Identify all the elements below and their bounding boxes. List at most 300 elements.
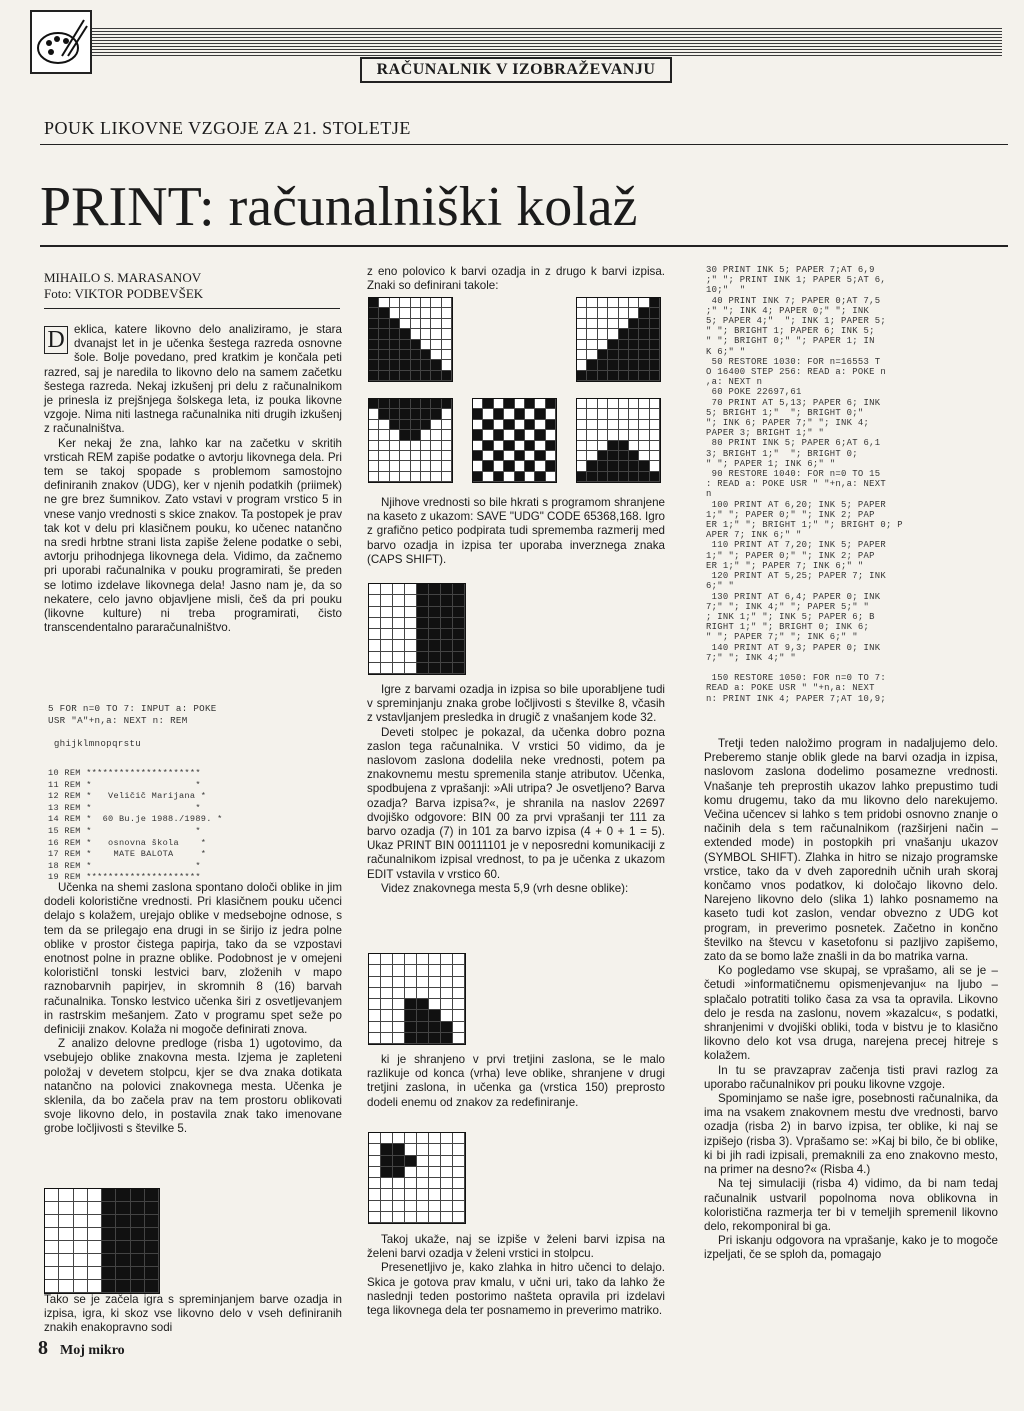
grid-cell xyxy=(577,329,587,339)
grid-cell xyxy=(431,340,441,350)
grid-cell xyxy=(381,1156,393,1167)
grid-cell xyxy=(405,1167,417,1178)
grid-cell xyxy=(381,584,393,595)
grid-cell xyxy=(431,420,441,430)
grid-cell xyxy=(650,371,660,381)
grid-cell xyxy=(535,451,545,461)
grid-cell xyxy=(421,340,431,350)
grid-cell xyxy=(483,409,493,419)
grid-cell xyxy=(88,1241,102,1254)
grid-cell xyxy=(431,441,441,451)
grid-cell xyxy=(411,420,421,430)
grid-cell xyxy=(102,1254,116,1267)
grid-cell xyxy=(411,441,421,451)
grid-cell xyxy=(393,1133,405,1144)
grid-cell xyxy=(577,340,587,350)
grid-cell xyxy=(587,350,597,360)
grid-cell xyxy=(390,371,400,381)
grid-cell xyxy=(379,308,389,318)
grid-cell xyxy=(442,329,452,339)
grid-cell xyxy=(88,1215,102,1228)
grid-cell xyxy=(431,451,441,461)
grid-cell xyxy=(417,1144,429,1155)
grid-cell xyxy=(442,350,452,360)
paragraph: Presenetljivo je, kako zlahka in hitro učenci to delajo. Skica je gotova prav kmalu, v učni uri, tako da lahko že naslednji teden postorimo našteta opravila pri izdelavi tega likovnega dela ter posnamemo in preverimo matriko. xyxy=(367,1261,665,1318)
grid-cell xyxy=(608,308,618,318)
grid-cell xyxy=(369,988,381,999)
grid-cell xyxy=(619,430,629,440)
grid-cell xyxy=(405,663,417,674)
grid-cell xyxy=(619,340,629,350)
grid-cell xyxy=(393,1033,405,1044)
grid-cell xyxy=(393,595,405,606)
grid-cell xyxy=(453,999,465,1010)
grid-cell xyxy=(405,954,417,965)
grid-cell xyxy=(453,1212,465,1223)
grid-cell xyxy=(619,350,629,360)
grid-cell xyxy=(390,329,400,339)
grid-cell xyxy=(45,1254,59,1267)
grid-cell xyxy=(442,472,452,482)
grid-cell xyxy=(598,472,608,482)
grid-cell xyxy=(577,298,587,308)
grid-cell xyxy=(535,472,545,482)
grid-cell xyxy=(411,409,421,419)
grid-cell xyxy=(417,1212,429,1223)
grid-cell xyxy=(535,430,545,440)
grid-cell xyxy=(639,360,649,370)
grid-cell xyxy=(429,663,441,674)
grid-cell xyxy=(608,360,618,370)
grid-cell xyxy=(393,1144,405,1155)
grid-cell xyxy=(629,371,639,381)
grid-cell xyxy=(453,618,465,629)
column-2-b xyxy=(367,683,665,896)
grid-cell xyxy=(381,1189,393,1200)
grid-cell xyxy=(598,329,608,339)
grid-cell xyxy=(546,451,556,461)
grid-cell xyxy=(441,640,453,651)
grid-cell xyxy=(608,420,618,430)
grid-cell xyxy=(639,319,649,329)
grid-cell xyxy=(421,360,431,370)
grid-cell xyxy=(116,1267,130,1280)
grid-cell xyxy=(629,298,639,308)
grid-cell xyxy=(417,1201,429,1212)
grid-cell xyxy=(379,409,389,419)
grid-cell xyxy=(102,1202,116,1215)
grid-cell xyxy=(74,1254,88,1267)
grid-cell xyxy=(369,1022,381,1033)
grid-cell xyxy=(441,629,453,640)
figure-char-grid xyxy=(472,398,557,483)
grid-cell xyxy=(639,340,649,350)
grid-cell xyxy=(405,652,417,663)
grid-cell xyxy=(577,308,587,318)
grid-cell xyxy=(587,329,597,339)
grid-cell xyxy=(441,607,453,618)
grid-cell xyxy=(587,451,597,461)
grid-cell xyxy=(369,441,379,451)
grid-cell xyxy=(473,399,483,409)
paragraph: Njihove vrednosti so bile hkrati s programom shranjene na kaseto z ukazom: SAVE "UDG" CODE 65368,168. Igro z grafično petico podpirata tudi sprememba razmerij med barvo ozadja in izpisa ter uporaba inverznega znaka (CAPS SHIFT). xyxy=(367,496,666,566)
grid-cell xyxy=(411,472,421,482)
grid-cell xyxy=(390,430,400,440)
grid-cell xyxy=(546,441,556,451)
grid-cell xyxy=(429,607,441,618)
grid-cell xyxy=(379,340,389,350)
grid-cell xyxy=(405,977,417,988)
grid-cell xyxy=(639,451,649,461)
grid-cell xyxy=(629,329,639,339)
grid-cell xyxy=(379,399,389,409)
grid-cell xyxy=(369,430,379,440)
grid-cell xyxy=(369,350,379,360)
grid-cell xyxy=(393,629,405,640)
grid-cell xyxy=(587,308,597,318)
grid-cell xyxy=(74,1215,88,1228)
grid-cell xyxy=(650,441,660,451)
grid-cell xyxy=(525,420,535,430)
grid-cell xyxy=(421,308,431,318)
paragraph: Igre z barvami ozadja in izpisa so bile uporabljene tudi v spreminjanju znaka grobe ločljivosti s števiIke 8, včasih z vstavljanjem presledka in drugič z vnašanjem kode 32. xyxy=(367,683,665,725)
grid-cell xyxy=(390,298,400,308)
grid-cell xyxy=(88,1267,102,1280)
grid-cell xyxy=(405,607,417,618)
grid-cell xyxy=(453,1167,465,1178)
paragraph: Ker nekaj že zna, lahko kar na začetku v skritih vrsticah REM zapiše podatke o avtorju likovnega dela. Pri tem se takoj spopade s problemom samostojno definiranih znakov (UDG), ker v njenih podatkih (priimek) ne gre brez šumnikov. Zato vstavi v program vrstico 5 in vnese vanjo vrednosti s skice znakov. Ta postopek je prav tak kot v delu pri klasičnem pouku, ko učenec natančno na sredi hrbtne strani lista zapiše želene podatke o sebi, avtorju prihodnjega likovnega dela. Vidimo, da začnemo pri uporabi računalnika v pouku programirati, še preden se lotimo izdelave likovnega dela! Jasno nam je, da so nekatere, celo javno objavljene misli, češ da pri pouku (likovne kulture) ni treba programirati, čisto transcendentalno pararačunalništvo. xyxy=(44,436,342,635)
grid-cell xyxy=(494,399,504,409)
grid-cell xyxy=(145,1241,159,1254)
grid-cell xyxy=(442,441,452,451)
grid-cell xyxy=(587,472,597,482)
grid-cell xyxy=(629,441,639,451)
grid-cell xyxy=(417,640,429,651)
grid-cell xyxy=(411,298,421,308)
paragraph: z eno polovico k barvi ozadja in z drugo k barvi izpisa. Znaki so definirani takole: xyxy=(367,265,665,293)
grid-cell xyxy=(429,629,441,640)
page-title: PRINT: računalniški kolaž xyxy=(40,176,638,238)
grid-cell xyxy=(45,1189,59,1202)
grid-cell xyxy=(619,461,629,471)
grid-cell xyxy=(629,350,639,360)
grid-cell xyxy=(405,640,417,651)
grid-cell xyxy=(639,461,649,471)
grid-cell xyxy=(629,409,639,419)
grid-cell xyxy=(45,1267,59,1280)
grid-cell xyxy=(441,977,453,988)
grid-cell xyxy=(650,472,660,482)
grid-cell xyxy=(429,640,441,651)
grid-cell xyxy=(411,399,421,409)
grid-cell xyxy=(483,451,493,461)
grid-cell xyxy=(608,409,618,419)
grid-cell xyxy=(587,409,597,419)
grid-cell xyxy=(453,1144,465,1155)
grid-cell xyxy=(431,371,441,381)
grid-cell xyxy=(504,399,514,409)
grid-cell xyxy=(453,584,465,595)
grid-cell xyxy=(400,308,410,318)
grid-cell xyxy=(639,472,649,482)
grid-cell xyxy=(369,461,379,471)
column-3-text xyxy=(704,737,998,1263)
grid-cell xyxy=(453,1022,465,1033)
grid-cell xyxy=(650,451,660,461)
grid-cell xyxy=(515,420,525,430)
grid-cell xyxy=(587,371,597,381)
grid-cell xyxy=(411,360,421,370)
grid-cell xyxy=(441,999,453,1010)
grid-cell xyxy=(369,472,379,482)
grid-cell xyxy=(608,319,618,329)
grid-cell xyxy=(417,1167,429,1178)
grid-cell xyxy=(400,399,410,409)
grid-cell xyxy=(59,1267,73,1280)
grid-cell xyxy=(102,1241,116,1254)
grid-cell xyxy=(379,298,389,308)
grid-cell xyxy=(381,1144,393,1155)
grid-cell xyxy=(390,441,400,451)
grid-cell xyxy=(102,1228,116,1241)
grid-cell xyxy=(577,319,587,329)
grid-cell xyxy=(515,472,525,482)
grid-cell xyxy=(442,430,452,440)
grid-cell xyxy=(405,1010,417,1021)
grid-cell xyxy=(405,629,417,640)
grid-cell xyxy=(525,472,535,482)
grid-cell xyxy=(515,409,525,419)
grid-cell xyxy=(619,441,629,451)
grid-cell xyxy=(629,420,639,430)
grid-cell xyxy=(417,965,429,976)
grid-cell xyxy=(442,451,452,461)
grid-cell xyxy=(453,1201,465,1212)
grid-cell xyxy=(429,1144,441,1155)
grid-cell xyxy=(441,1212,453,1223)
grid-cell xyxy=(431,472,441,482)
grid-cell xyxy=(639,308,649,318)
paragraph: Takoj ukaže, naj se izpiše v želeni barvi izpisa na želeni barvi ozadja v želeni vrstici in stolpcu. xyxy=(367,1233,665,1261)
grid-cell xyxy=(441,584,453,595)
grid-cell xyxy=(417,607,429,618)
grid-cell xyxy=(381,954,393,965)
grid-cell xyxy=(417,652,429,663)
grid-cell xyxy=(421,298,431,308)
grid-cell xyxy=(441,954,453,965)
grid-cell xyxy=(59,1280,73,1293)
grid-cell xyxy=(619,371,629,381)
grid-cell xyxy=(390,409,400,419)
grid-cell xyxy=(393,607,405,618)
grid-cell xyxy=(381,618,393,629)
grid-cell xyxy=(453,595,465,606)
grid-cell xyxy=(441,1201,453,1212)
grid-cell xyxy=(577,409,587,419)
grid-cell xyxy=(619,319,629,329)
grid-cell xyxy=(431,399,441,409)
grid-cell xyxy=(405,988,417,999)
grid-cell xyxy=(369,298,379,308)
grid-cell xyxy=(577,399,587,409)
grid-cell xyxy=(379,350,389,360)
grid-cell xyxy=(390,350,400,360)
grid-cell xyxy=(116,1189,130,1202)
grid-cell xyxy=(379,430,389,440)
grid-cell xyxy=(145,1267,159,1280)
grid-cell xyxy=(504,472,514,482)
grid-cell xyxy=(453,652,465,663)
grid-cell xyxy=(417,1156,429,1167)
grid-cell xyxy=(369,1201,381,1212)
grid-cell xyxy=(587,441,597,451)
grid-cell xyxy=(59,1254,73,1267)
grid-cell xyxy=(411,371,421,381)
grid-cell xyxy=(441,965,453,976)
grid-cell xyxy=(381,1212,393,1223)
grid-cell xyxy=(441,1022,453,1033)
grid-cell xyxy=(650,350,660,360)
grid-cell xyxy=(59,1202,73,1215)
grid-cell xyxy=(381,965,393,976)
grid-cell xyxy=(619,298,629,308)
grid-cell xyxy=(379,472,389,482)
grid-cell xyxy=(577,461,587,471)
grid-cell xyxy=(598,371,608,381)
grid-cell xyxy=(405,1022,417,1033)
grid-cell xyxy=(629,360,639,370)
grid-cell xyxy=(453,1033,465,1044)
title-rule xyxy=(40,245,1008,247)
grid-cell xyxy=(587,430,597,440)
grid-cell xyxy=(381,640,393,651)
grid-cell xyxy=(417,1178,429,1189)
grid-cell xyxy=(421,350,431,360)
grid-cell xyxy=(650,430,660,440)
grid-cell xyxy=(629,430,639,440)
grid-cell xyxy=(405,1033,417,1044)
grid-cell xyxy=(598,399,608,409)
grid-cell xyxy=(650,340,660,350)
grid-cell xyxy=(598,350,608,360)
grid-cell xyxy=(587,420,597,430)
grid-cell xyxy=(390,319,400,329)
grid-cell xyxy=(74,1280,88,1293)
grid-cell xyxy=(400,441,410,451)
grid-cell xyxy=(102,1267,116,1280)
grid-cell xyxy=(442,360,452,370)
grid-cell xyxy=(381,629,393,640)
grid-cell xyxy=(45,1202,59,1215)
grid-cell xyxy=(400,319,410,329)
grid-cell xyxy=(598,441,608,451)
grid-cell xyxy=(619,399,629,409)
grid-cell xyxy=(504,441,514,451)
grid-cell xyxy=(441,1156,453,1167)
grid-cell xyxy=(400,371,410,381)
grid-cell xyxy=(442,298,452,308)
grid-cell xyxy=(145,1189,159,1202)
grid-cell xyxy=(379,319,389,329)
grid-cell xyxy=(587,360,597,370)
grid-cell xyxy=(369,1212,381,1223)
grid-cell xyxy=(453,640,465,651)
grid-cell xyxy=(441,595,453,606)
grid-cell xyxy=(116,1241,130,1254)
grid-cell xyxy=(453,954,465,965)
column-2-c xyxy=(367,1053,665,1110)
grid-cell xyxy=(453,629,465,640)
grid-cell xyxy=(393,1178,405,1189)
grid-cell xyxy=(369,977,381,988)
grid-cell xyxy=(587,461,597,471)
grid-cell xyxy=(442,409,452,419)
grid-cell xyxy=(369,965,381,976)
grid-cell xyxy=(577,371,587,381)
grid-cell xyxy=(400,360,410,370)
grid-cell xyxy=(369,1010,381,1021)
grid-cell xyxy=(587,298,597,308)
grid-cell xyxy=(515,451,525,461)
grid-cell xyxy=(102,1215,116,1228)
grid-cell xyxy=(619,472,629,482)
grid-cell xyxy=(390,461,400,471)
grid-cell xyxy=(429,1167,441,1178)
grid-cell xyxy=(379,371,389,381)
grid-cell xyxy=(369,663,381,674)
grid-cell xyxy=(417,999,429,1010)
grid-cell xyxy=(650,399,660,409)
grid-cell xyxy=(483,461,493,471)
grid-cell xyxy=(59,1228,73,1241)
grid-cell xyxy=(515,441,525,451)
grid-cell xyxy=(629,399,639,409)
grid-cell xyxy=(369,1167,381,1178)
code-listing-udg: 5 FOR n=0 TO 7: INPUT a: POKE USR "A"+n,a: NEXT n: REM ghijklmnopqrstu xyxy=(48,703,217,749)
grid-cell xyxy=(608,329,618,339)
grid-cell xyxy=(453,1178,465,1189)
palette-logo-icon xyxy=(30,10,92,74)
grid-cell xyxy=(473,451,483,461)
grid-cell xyxy=(608,472,618,482)
grid-cell xyxy=(88,1254,102,1267)
grid-cell xyxy=(74,1267,88,1280)
grid-cell xyxy=(393,977,405,988)
grid-cell xyxy=(535,441,545,451)
grid-cell xyxy=(473,441,483,451)
grid-cell xyxy=(608,371,618,381)
grid-cell xyxy=(494,441,504,451)
grid-cell xyxy=(116,1215,130,1228)
grid-cell xyxy=(650,409,660,419)
grid-cell xyxy=(379,461,389,471)
grid-cell xyxy=(441,1167,453,1178)
byline-author: MIHAILO S. MARASANOV xyxy=(44,270,202,285)
grid-cell xyxy=(629,319,639,329)
grid-cell xyxy=(429,1178,441,1189)
grid-cell xyxy=(393,1010,405,1021)
grid-cell xyxy=(393,640,405,651)
figure-char-grid xyxy=(368,297,453,382)
grid-cell xyxy=(369,999,381,1010)
grid-cell xyxy=(442,340,452,350)
grid-cell xyxy=(411,430,421,440)
grid-cell xyxy=(116,1254,130,1267)
grid-cell xyxy=(608,441,618,451)
grid-cell xyxy=(483,472,493,482)
grid-cell xyxy=(431,360,441,370)
grid-cell xyxy=(417,1033,429,1044)
